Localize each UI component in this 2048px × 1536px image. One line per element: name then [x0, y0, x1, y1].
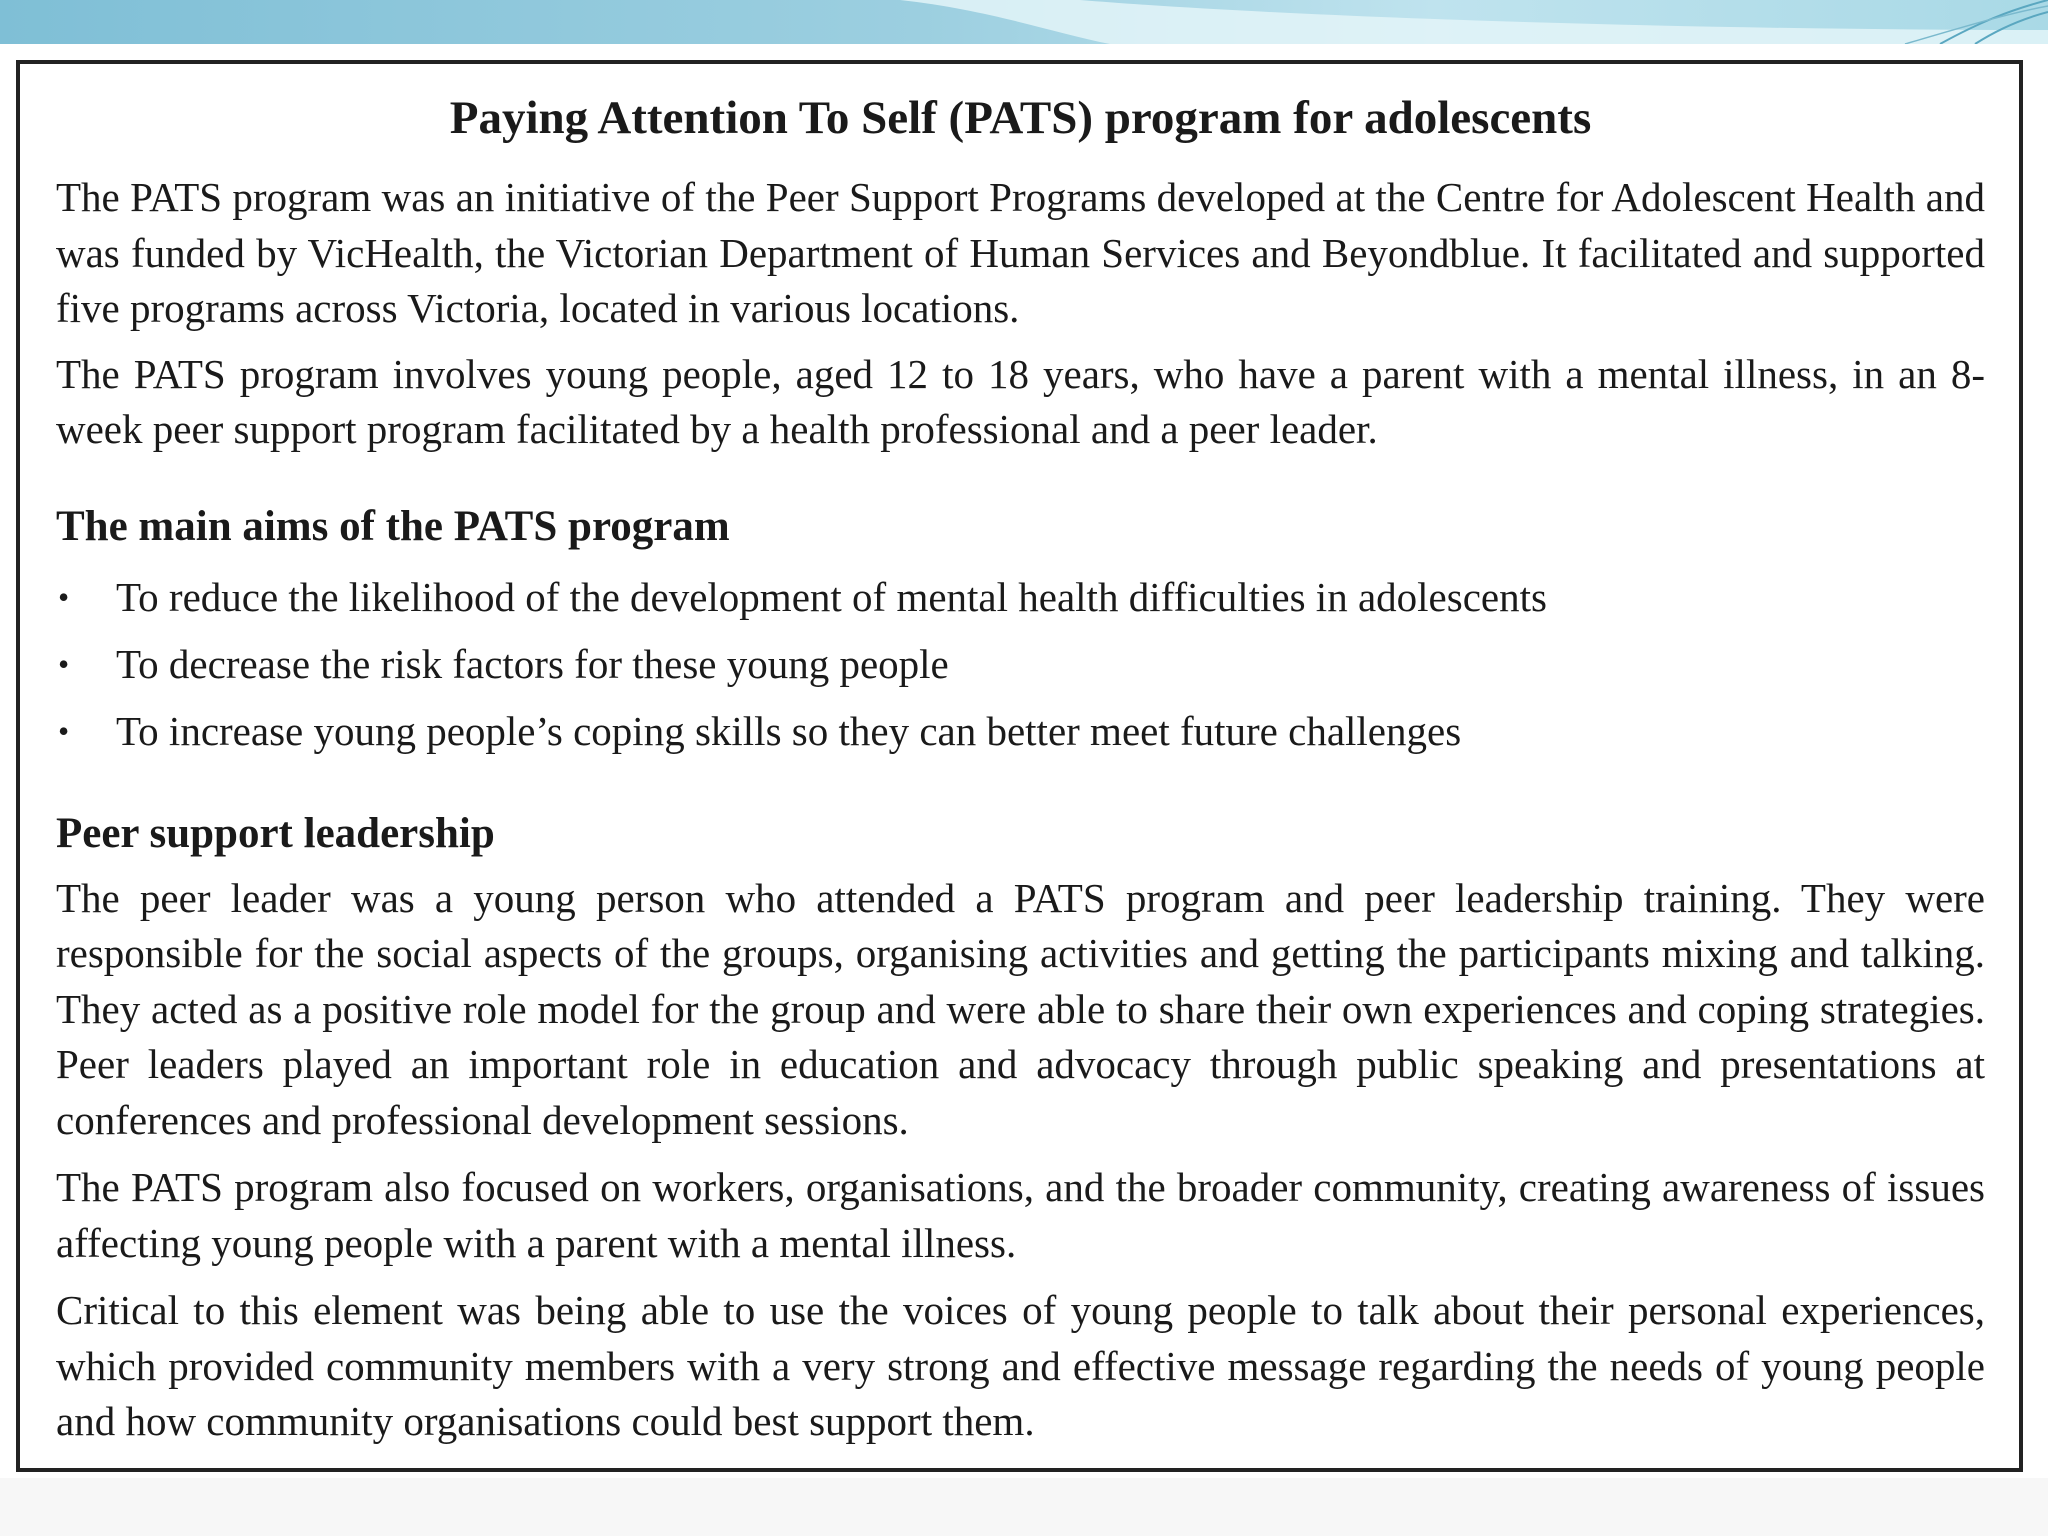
- intro-paragraph-2: The PATS program involves young people, aged 12 to 18 years, who have a parent with a mental illness, in an 8-week peer support program facilitated by a health professional and a peer leader.: [56, 350, 1985, 452]
- bullet-icon: •: [58, 645, 70, 682]
- document-title: Paying Attention To Self (PATS) program for adolescents: [449, 92, 1592, 144]
- bullet-icon: •: [58, 712, 70, 749]
- bullet-icon: •: [58, 578, 70, 615]
- aim-item-3: [56, 698, 1985, 765]
- header-wave-graphic: [0, 0, 2048, 44]
- peer-paragraph-2: The PATS program also focused on workers, organisations, and the broader community, creating awareness of issues affecting young people with a parent with a mental illness.: [56, 1164, 1985, 1266]
- slide-footer-strip: [0, 1478, 2048, 1536]
- aims-list: [56, 564, 1985, 765]
- document-frame: [16, 60, 2023, 1472]
- aim-item-2: [56, 631, 1985, 698]
- peer-leadership-heading: Peer support leadership: [56, 809, 495, 857]
- aims-heading: The main aims of the PATS program: [56, 502, 730, 550]
- peer-paragraph-3: Critical to this element was being able to use the voices of young people to talk about their personal experiences, which provided community members with a very strong and effective message regarding the needs of young people and how community organisations could best support them.: [56, 1287, 1985, 1444]
- slide-header-band: [0, 0, 2048, 44]
- aim-item-1: [56, 564, 1985, 631]
- aim-text: To increase young people’s coping skills so they can better meet future challenges: [116, 707, 1462, 754]
- aim-text: To decrease the risk factors for these young people: [116, 640, 949, 687]
- peer-paragraph-1: The peer leader was a young person who attended a PATS program and peer leadership training. They were responsible for the social aspects of the groups, organising activities and getting the participants mixing and talking. They acted as a positive role model for the group and were able to share their own experiences and coping strategies. Peer leaders played an important role in education and advocacy through public speaking and presentations at conferences and professional development sessions.: [56, 874, 1985, 1143]
- aim-text: To reduce the likelihood of the development of mental health difficulties in adolescents: [116, 573, 1547, 620]
- intro-paragraph-1: The PATS program was an initiative of the Peer Support Programs developed at the Centre for Adolescent Health and was funded by VicHealth, the Victorian Department of Human Services and Beyondblue. It facilitated and supported five programs across Victoria, located in various locations.: [56, 174, 1985, 331]
